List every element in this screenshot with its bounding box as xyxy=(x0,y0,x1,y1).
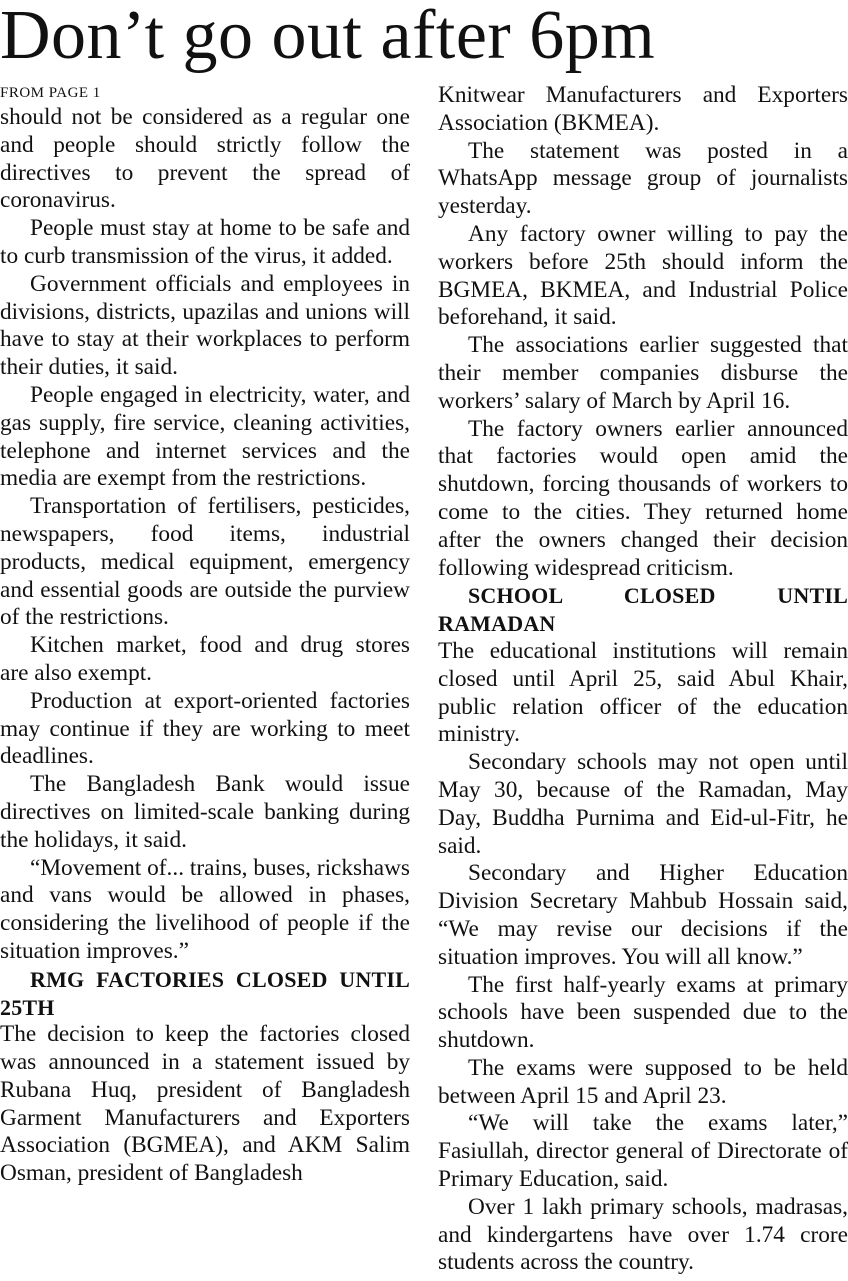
paragraph: Government officials and employees in divisions, districts, upazilas and unions will have to stay at their workplaces to perform their duties, it said. xyxy=(0,270,410,381)
paragraph: The Bangladesh Bank would issue directives on limited-scale banking during the holidays, it said. xyxy=(0,771,410,853)
paragraph: People engaged in electricity, water, and gas supply, fire service, cleaning activities, telephone and internet services and the media are exempt from the restrictions. xyxy=(0,381,410,492)
paragraph: Transportation of fertilisers, pesticides, newspapers, food items, industrial products, medical equipment, emergency and essential goods are outside the purview of the restrictions. xyxy=(0,493,410,631)
subheading-school-closed: SCHOOL CLOSED UNTIL RAMADAN xyxy=(438,583,848,637)
paragraph: The exams were supposed to be held between April 15 and April 23. xyxy=(438,1054,848,1109)
paragraph: The educational institutions will remain closed until April 25, said Abul Khair, public relation officer of the education ministry. xyxy=(438,637,848,748)
paragraph: People must stay at home to be safe and to curb transmission of the virus, it added. xyxy=(0,215,410,269)
continued-from-label: FROM PAGE 1 xyxy=(0,85,101,101)
paragraph: The factory owners earlier announced that factories would open amid the shutdown, forcing thousands of workers to come to the cities. They returned home after the owners changed their decision following widespread criticism. xyxy=(438,415,848,581)
paragraph: Knitwear Manufacturers and Exporters Association (BKMEA). xyxy=(438,82,848,136)
subheading-rmg-factories: RMG FACTORIES CLOSED UNTIL 25TH xyxy=(0,966,410,1020)
paragraph: Secondary and Higher Education Division Secretary Mahbub Hossain said, “We may revise our decisions if the situation improves. You will all know.” xyxy=(438,860,848,970)
left-column xyxy=(0,82,410,1188)
paragraph: The statement was posted in a WhatsApp message group of journalists yesterday. xyxy=(438,137,848,220)
headline: Don’t go out after 6pm xyxy=(0,0,656,74)
paragraph: The first half-yearly exams at primary schools have been suspended due to the shutdown. xyxy=(438,971,848,1054)
paragraph: “Movement of... trains, buses, rickshaws and vans would be allowed in phases, considering the livelihood of people if the situation improves.” xyxy=(0,854,410,964)
paragraph: “We will take the exams later,” Fasiullah, director general of Directorate of Primary Education, said. xyxy=(438,1110,848,1193)
paragraph: Any factory owner willing to pay the workers before 25th should inform the BGMEA, BKMEA, and Industrial Police beforehand, it said. xyxy=(438,220,848,331)
paragraph: Secondary schools may not open until May 30, because of the Ramadan, May Day, Buddha Purnima and Eid-ul-Fitr, he said. xyxy=(438,749,848,859)
paragraph: The associations earlier suggested that their member companies disburse the workers’ salary of March by April 16. xyxy=(438,332,848,414)
paragraph: Kitchen market, food and drug stores are also exempt. xyxy=(0,632,410,686)
paragraph: should not be considered as a regular one and people should strictly follow the directives to prevent the spread of coronavirus. xyxy=(0,104,410,214)
paragraph: Production at export-oriented factories may continue if they are working to meet deadlines. xyxy=(0,687,410,770)
right-column xyxy=(438,82,848,1277)
paragraph: The decision to keep the factories closed was announced in a statement issued by Rubana Huq, president of Bangladesh Garment Manufacturers and Exporters Association (BGMEA), and AKM Salim Osman, president of Bangladesh xyxy=(0,1021,410,1187)
paragraph: Over 1 lakh primary schools, madrasas, and kindergartens have over 1.74 crore students across the country. xyxy=(438,1193,848,1276)
